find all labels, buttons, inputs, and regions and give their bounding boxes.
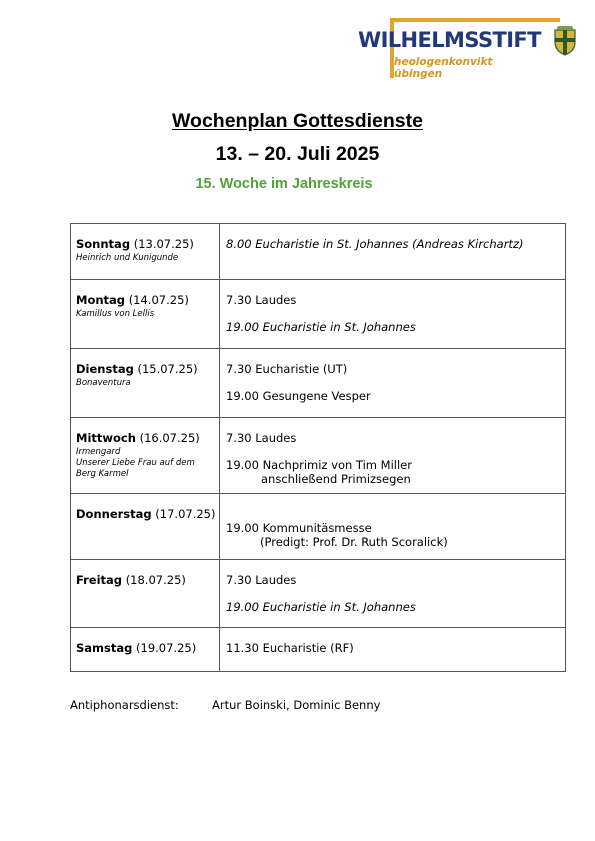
day-heading <box>76 431 219 445</box>
day-name: Donnerstag <box>76 507 152 521</box>
day-date: (17.07.25) <box>155 507 216 521</box>
day-date: (19.07.25) <box>136 641 197 655</box>
saint-of-day: Unserer Liebe Frau auf dem <box>76 458 195 468</box>
events-cell <box>220 224 565 279</box>
page-title <box>0 110 595 133</box>
antiphon-names: Artur Boinski, Dominic Benny <box>212 698 381 712</box>
events-cell <box>220 628 565 671</box>
crest-icon <box>552 24 578 56</box>
day-heading <box>76 237 219 251</box>
events-cell <box>220 494 565 559</box>
logo <box>354 14 582 84</box>
saint-of-day: Berg Karmel <box>76 469 129 479</box>
event-line: 19.00 Gesungene Vesper <box>226 389 371 403</box>
table-row <box>71 417 565 493</box>
day-date: (16.07.25) <box>139 431 200 445</box>
events-cell <box>220 349 565 417</box>
table-row <box>71 279 565 348</box>
day-date: (18.07.25) <box>125 573 186 587</box>
day-name: Sonntag <box>76 237 131 251</box>
day-heading <box>76 641 219 655</box>
event-line: 7.30 Laudes <box>226 431 297 445</box>
day-date: (13.07.25) <box>133 237 194 251</box>
event-line: 7.30 Laudes <box>226 573 297 587</box>
event-line: 7.30 Eucharistie (UT) <box>226 362 348 376</box>
event-line: 8.00 Eucharistie in St. Johannes (Andreas Kirchartz) <box>226 237 524 251</box>
table-row <box>71 348 565 417</box>
saint-of-day: Heinrich und Kunigunde <box>76 253 179 263</box>
day-heading <box>76 293 219 307</box>
events-cell <box>220 560 565 627</box>
day-cell <box>71 224 220 279</box>
event-subline: (Predigt: Prof. Dr. Ruth Scoralick) <box>260 535 448 549</box>
event-line: 19.00 Eucharistie in St. Johannes <box>226 320 416 334</box>
day-cell <box>71 418 220 493</box>
event-subline: anschließend Primizsegen <box>261 472 411 486</box>
day-cell <box>71 560 220 627</box>
day-name: Dienstag <box>76 362 134 376</box>
events-cell <box>220 280 565 348</box>
antiphon-label: Antiphonarsdienst: <box>70 698 179 712</box>
events-cell <box>220 418 565 493</box>
saint-of-day: Kamillus von Lellis <box>76 309 155 319</box>
logo-subtitle-1: heologenkonvikt <box>394 56 493 68</box>
event-line: 19.00 Nachprimiz von Tim Miller <box>226 458 412 472</box>
day-name: Montag <box>76 293 126 307</box>
table-row <box>71 493 565 559</box>
event-line: 11.30 Eucharistie (RF) <box>226 641 354 655</box>
day-cell <box>71 349 220 417</box>
day-cell <box>71 494 220 559</box>
logo-bar <box>390 18 560 22</box>
logo-title: WILHELMSSTIFT <box>358 28 541 52</box>
saint-of-day: Bonaventura <box>76 378 131 388</box>
day-heading <box>76 362 219 376</box>
day-heading <box>76 573 219 587</box>
event-line: 19.00 Eucharistie in St. Johannes <box>226 600 416 614</box>
page-title-text: Wochenplan Gottesdienste <box>171 110 423 132</box>
day-cell <box>71 628 220 671</box>
date-range: 13. – 20. Juli 2025 <box>215 143 380 165</box>
antiphon-service <box>70 698 380 712</box>
logo-subtitle-2: übingen <box>394 68 443 80</box>
table-row <box>71 559 565 627</box>
liturgical-week: 15. Woche im Jahreskreis <box>195 176 373 192</box>
day-cell <box>71 280 220 348</box>
event-line: 19.00 Kommunitäsmesse <box>226 521 372 535</box>
saint-of-day: Irmengard <box>76 447 121 457</box>
schedule-table <box>70 223 566 672</box>
table-row <box>71 224 565 279</box>
day-name: Mittwoch <box>76 431 136 445</box>
day-date: (14.07.25) <box>128 293 189 307</box>
day-name: Freitag <box>76 573 123 587</box>
table-row <box>71 627 565 671</box>
day-heading <box>76 507 219 521</box>
event-line: 7.30 Laudes <box>226 293 297 307</box>
day-name: Samstag <box>76 641 133 655</box>
day-date: (15.07.25) <box>137 362 198 376</box>
